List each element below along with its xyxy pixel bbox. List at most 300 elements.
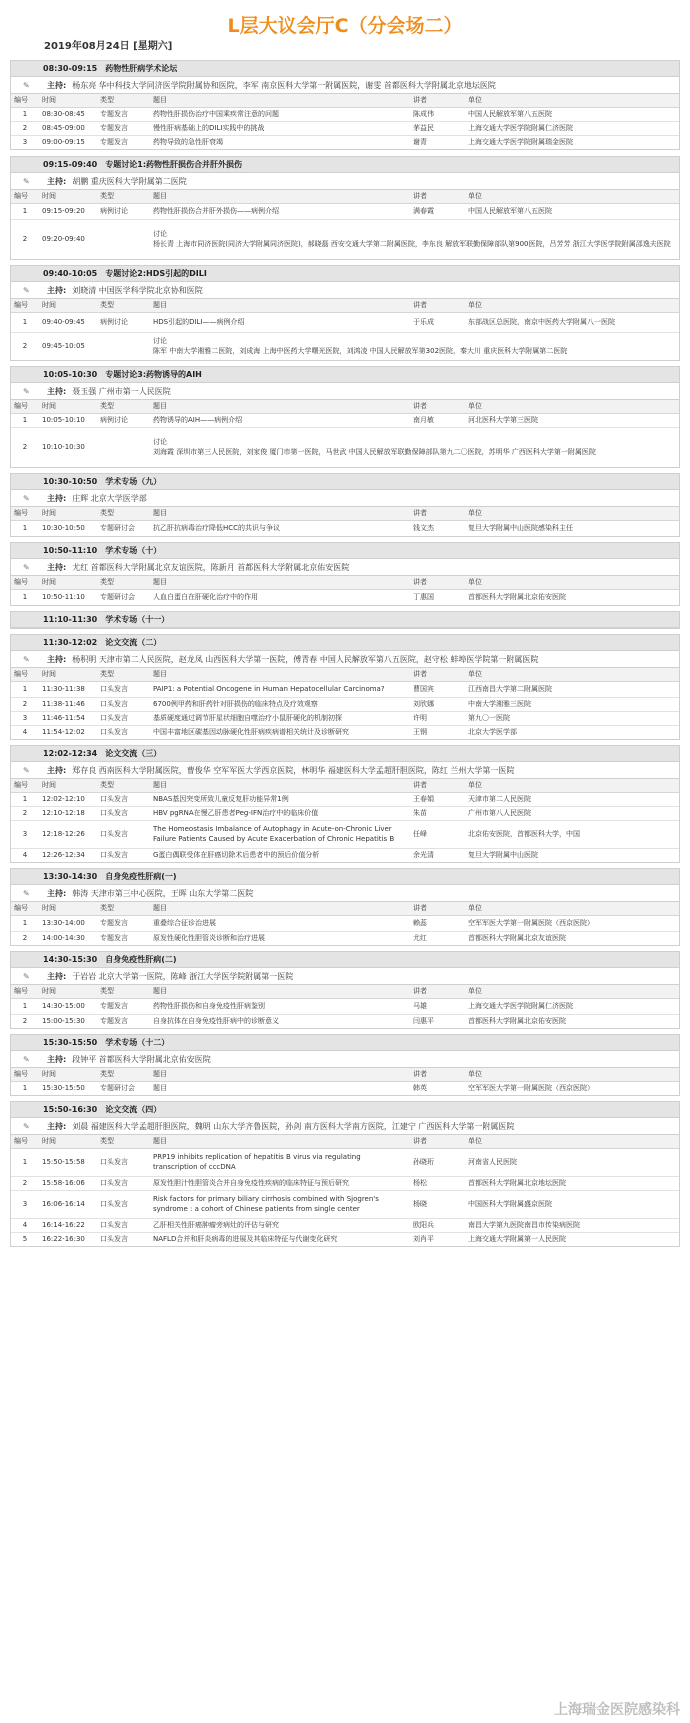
row-title: 6700例甲药和肝药针对肝损伤的临床特点及疗效观察	[150, 697, 410, 711]
column-header: 单位	[465, 1068, 679, 1081]
column-header: 讲者	[410, 985, 465, 998]
column-header: 题目	[150, 779, 410, 792]
column-header: 编号	[11, 779, 39, 792]
host-names: 韩涛 天津市第三中心医院，王晖 山东大学第二医院	[72, 888, 254, 898]
column-header: 讲者	[410, 668, 465, 681]
host-label: 主持:	[47, 971, 67, 981]
session-header	[11, 1102, 679, 1118]
session-host	[11, 1051, 679, 1068]
column-header: 讲者	[410, 400, 465, 413]
row-number: 3	[11, 820, 39, 848]
row-type: 专题发言	[100, 1017, 128, 1026]
row-title: G蛋白偶联受体在肝癌切除术后患者中的预后价值分析	[153, 851, 320, 860]
row-unit: 江西南昌大学第二附属医院	[465, 681, 679, 697]
column-header: 讲者	[410, 1135, 465, 1148]
row-number: 2	[22, 934, 28, 943]
row-title: 药物性肝损伤治疗中国乘疾常注意的问题	[150, 107, 410, 121]
row-speaker: 曹国宾	[410, 681, 465, 697]
table-row	[11, 725, 679, 739]
column-header: 题目	[150, 1135, 410, 1148]
row-title: 原发性硬化性胆管炎诊断和治疗进展	[153, 934, 265, 943]
column-header: 时间	[39, 902, 97, 915]
row-number: 1	[11, 1148, 39, 1176]
table-row	[11, 203, 679, 219]
session-time: 11:10-11:30	[43, 615, 98, 624]
column-header: 编号	[11, 1068, 39, 1081]
row-time: 09:40-09:45	[39, 312, 97, 332]
row-type: 病例讨论	[97, 413, 150, 427]
row-title: 自身抗体在自身免疫性肝病中的诊断意义	[153, 1017, 279, 1026]
row-number: 1	[11, 681, 39, 697]
row-time: 12:26-12:34	[42, 851, 85, 860]
row-time: 11:38-11:46	[39, 697, 97, 711]
table-header-row	[11, 576, 679, 589]
row-unit: 空军军医大学第一附属医院（西京医院）	[468, 1084, 594, 1093]
row-time: 10:30-10:50	[42, 524, 85, 533]
session-time: 08:30-09:15	[43, 64, 98, 73]
session-host	[11, 885, 679, 902]
session-time: 15:30-15:50	[43, 1038, 98, 1047]
row-number: 1	[11, 203, 39, 219]
row-type: 口头发言	[97, 1190, 150, 1218]
table-row	[11, 806, 679, 820]
column-header: 单位	[465, 507, 679, 520]
row-title: PRP19 inhibits replication of hepatitis B virus via regulating transcription of cccDNA	[150, 1148, 410, 1176]
table-row	[11, 697, 679, 711]
row-number: 3	[11, 1190, 39, 1218]
column-header: 编号	[11, 190, 39, 203]
column-header: 单位	[465, 1135, 679, 1148]
pin-icon: ✎	[23, 888, 30, 898]
session-header	[11, 61, 679, 77]
row-type: 口头发言	[97, 1148, 150, 1176]
row-number: 2	[22, 1017, 28, 1026]
row-type: 口头发言	[100, 1235, 128, 1244]
session-block	[10, 60, 680, 150]
row-unit: 北京佑安医院，首都医科大学，中国	[465, 820, 679, 848]
session-host	[11, 490, 679, 507]
table-header-row	[11, 190, 679, 203]
column-header: 单位	[465, 190, 679, 203]
session-host	[11, 383, 679, 400]
session-host	[11, 173, 679, 190]
row-time: 08:45-09:00	[39, 121, 97, 135]
session-block	[10, 1101, 680, 1247]
column-header: 类型	[97, 400, 150, 413]
host-names: 尤红 首都医科大学附属北京友谊医院，陈新月 首都医科大学附属北京佑安医院	[72, 562, 350, 572]
session-time: 10:30-10:50	[43, 477, 98, 486]
column-header: 类型	[97, 779, 150, 792]
row-number: 1	[11, 998, 39, 1014]
table-row	[11, 1081, 679, 1095]
session-block	[10, 745, 680, 863]
row-time: 11:30-11:38	[39, 681, 97, 697]
row-time: 11:46-11:54	[39, 711, 97, 725]
row-speaker: 闫惠平	[413, 1017, 434, 1026]
table-row	[11, 792, 679, 806]
pin-icon: ✎	[23, 765, 30, 775]
row-number: 2	[22, 443, 28, 452]
row-speaker: 杨松	[410, 1176, 465, 1190]
session-block	[10, 156, 680, 260]
pin-icon: ✎	[23, 493, 30, 503]
host-label: 主持:	[47, 888, 67, 898]
session-host	[11, 282, 679, 299]
host-label: 主持:	[47, 285, 67, 295]
column-header: 编号	[11, 576, 39, 589]
session-header	[11, 157, 679, 173]
discussion-label: 讨论	[153, 337, 167, 346]
session-header	[11, 635, 679, 651]
row-number: 3	[22, 138, 28, 147]
session-time: 09:15-09:40	[43, 160, 98, 169]
column-header: 时间	[39, 400, 97, 413]
row-number: 1	[11, 792, 39, 806]
host-names: 于岩岩 北京大学第一医院，陈峰 浙江大学医学院附属第一医院	[72, 971, 294, 981]
session-time: 10:05-10:30	[43, 370, 98, 379]
session-time: 11:30-12:02	[43, 638, 98, 647]
row-time: 12:18-12:26	[39, 820, 97, 848]
session-time: 14:30-15:30	[43, 955, 98, 964]
session-time: 15:50-16:30	[43, 1105, 98, 1114]
row-speaker: 朱苗	[410, 806, 465, 820]
agenda-table	[11, 1135, 679, 1246]
row-unit: 北京大学医学部	[468, 728, 517, 737]
session-title: 自身免疫性肝病(二)	[105, 955, 177, 964]
row-title: 药物导致的急性肝衰竭	[153, 138, 223, 147]
column-header: 题目	[150, 1068, 410, 1081]
table-header-row	[11, 507, 679, 520]
session-host	[11, 559, 679, 576]
row-title: 题目	[153, 1084, 167, 1093]
session-time: 10:50-11:10	[43, 546, 98, 555]
session-host	[11, 968, 679, 985]
discussion-panelists: 刘海霞 深圳市第三人民医院，刘家俊 厦门市第一医院，马世武 中国人民解放军联勤保障部队第九二〇医院，苏明华 广西医科大学第一附属医院	[153, 448, 596, 457]
table-row	[11, 413, 679, 427]
table-row	[11, 107, 679, 121]
session-host	[11, 762, 679, 779]
row-speaker: 赖蕊	[410, 915, 465, 931]
table-row	[11, 1190, 679, 1218]
session-header	[11, 612, 679, 628]
row-speaker: 刘欣娜	[410, 697, 465, 711]
column-header: 题目	[150, 985, 410, 998]
row-type: 专题发言	[97, 107, 150, 121]
program-page	[10, 0, 680, 1247]
host-names: 胡鹏 重庆医科大学附属第二医院	[72, 176, 187, 186]
session-host	[11, 77, 679, 94]
column-header: 编号	[11, 299, 39, 312]
column-header: 讲者	[410, 507, 465, 520]
row-time: 15:50-15:58	[39, 1148, 97, 1176]
column-header: 类型	[97, 985, 150, 998]
column-header: 讲者	[410, 190, 465, 203]
row-number: 4	[22, 728, 28, 737]
row-number: 1	[11, 107, 39, 121]
row-time: 10:05-10:10	[39, 413, 97, 427]
row-time: 12:10-12:18	[39, 806, 97, 820]
row-type	[97, 427, 150, 467]
row-title: 慢性肝病基础上的DILI实践中的挑战	[150, 121, 410, 135]
table-header-row	[11, 902, 679, 915]
session-title: 论文交流（二）	[105, 638, 162, 647]
table-row	[11, 427, 679, 467]
session-block	[10, 1034, 680, 1096]
row-type: 专题发言	[100, 934, 128, 943]
row-time: 09:00-09:15	[42, 138, 85, 147]
row-time: 15:58-16:06	[39, 1176, 97, 1190]
row-unit: 复旦大学附属中山医院	[468, 851, 538, 860]
agenda-table	[11, 779, 679, 862]
session-header	[11, 543, 679, 559]
column-header: 时间	[39, 507, 97, 520]
row-speaker: 于乐成	[410, 312, 465, 332]
pin-icon: ✎	[23, 285, 30, 295]
host-label: 主持:	[47, 654, 67, 664]
agenda-table	[11, 507, 679, 536]
row-time: 10:10-10:30	[42, 443, 85, 452]
row-unit: 首都医科大学附属北京友谊医院	[468, 934, 566, 943]
column-header: 编号	[11, 902, 39, 915]
column-header: 单位	[465, 299, 679, 312]
discussion-cell	[150, 427, 679, 467]
watermark: 上海瑞金医院感染科	[554, 1702, 680, 1718]
table-header-row	[11, 94, 679, 107]
column-header: 题目	[150, 507, 410, 520]
session-header	[11, 746, 679, 762]
table-row	[11, 998, 679, 1014]
agenda-table	[11, 985, 679, 1028]
column-header: 编号	[11, 507, 39, 520]
row-time: 10:50-11:10	[42, 593, 85, 602]
column-header: 单位	[465, 576, 679, 589]
column-header: 时间	[39, 1068, 97, 1081]
host-label: 主持:	[47, 765, 67, 775]
session-header	[11, 869, 679, 885]
pin-icon: ✎	[23, 386, 30, 396]
row-title: 药物诱导的AIH——病例介绍	[150, 413, 410, 427]
column-header: 类型	[97, 902, 150, 915]
row-number: 1	[22, 524, 28, 533]
host-names: 杨积明 天津市第二人民医院，赵龙凤 山西医科大学第一医院，傅青春 中国人民解放军第八五医院，赵守松 蚌埠医学院第一附属医院	[72, 654, 539, 664]
table-row	[11, 1014, 679, 1028]
row-number: 2	[22, 235, 28, 244]
session-list	[10, 60, 680, 1247]
host-label: 主持:	[47, 80, 67, 90]
column-header: 类型	[97, 1135, 150, 1148]
pin-icon: ✎	[23, 1121, 30, 1131]
row-unit: 上海交通大学医学院附属仁济医院	[465, 121, 679, 135]
row-speaker: 欧阳兵	[410, 1218, 465, 1232]
row-number: 2	[11, 121, 39, 135]
pin-icon: ✎	[23, 1054, 30, 1064]
row-unit: 河南省人民医院	[465, 1148, 679, 1176]
table-header-row	[11, 779, 679, 792]
table-row	[11, 1176, 679, 1190]
table-row	[11, 1232, 679, 1246]
row-time: 08:30-08:45	[39, 107, 97, 121]
session-title: 学术专场（十二）	[105, 1038, 170, 1047]
session-block	[10, 868, 680, 946]
agenda-table	[11, 1068, 679, 1095]
row-type	[97, 219, 150, 259]
page-title: L层大议会厅C（分会场二）	[227, 15, 463, 37]
table-header-row	[11, 400, 679, 413]
table-header-row	[11, 668, 679, 681]
row-speaker: 王春娟	[410, 792, 465, 806]
column-header: 题目	[150, 400, 410, 413]
session-title: 论文交流（四）	[105, 1105, 162, 1114]
pin-icon: ✎	[23, 176, 30, 186]
session-title: 专题讨论3:药物诱导的AIH	[105, 370, 202, 379]
row-title: 抗乙肝抗病毒治疗降低HCC的共识与争议	[153, 524, 281, 533]
column-header: 单位	[465, 668, 679, 681]
row-number: 2	[11, 697, 39, 711]
session-block	[10, 473, 680, 537]
row-unit: 广州市第八人民医院	[465, 806, 679, 820]
pin-icon: ✎	[23, 562, 30, 572]
discussion-label: 讨论	[153, 230, 167, 239]
row-type: 口头发言	[97, 697, 150, 711]
column-header: 时间	[39, 779, 97, 792]
column-header: 题目	[150, 299, 410, 312]
table-row	[11, 681, 679, 697]
pin-icon: ✎	[23, 971, 30, 981]
table-header-row	[11, 1068, 679, 1081]
table-row	[11, 848, 679, 862]
column-header: 时间	[39, 985, 97, 998]
column-header: 单位	[465, 985, 679, 998]
column-header: 编号	[11, 985, 39, 998]
column-header: 题目	[150, 94, 410, 107]
column-header: 时间	[39, 1135, 97, 1148]
session-title: 学术专场（九）	[105, 477, 162, 486]
row-title: PAIP1: a Potential Oncogene in Human Hepatocellular Carcinoma?	[150, 681, 410, 697]
table-row	[11, 589, 679, 605]
row-title: 原发性胆汁性胆管炎合并自身免疫性疾病的临床特征与预后研究	[150, 1176, 410, 1190]
table-row	[11, 135, 679, 149]
discussion-cell	[150, 219, 679, 259]
table-row	[11, 1148, 679, 1176]
row-unit: 东部战区总医院，南京中医药大学附属八一医院	[465, 312, 679, 332]
row-type: 专题发言	[97, 915, 150, 931]
host-label: 主持:	[47, 176, 67, 186]
row-unit: 首都医科大学附属北京佑安医院	[468, 593, 566, 602]
row-time: 09:20-09:40	[42, 235, 85, 244]
column-header: 类型	[97, 94, 150, 107]
column-header: 编号	[11, 668, 39, 681]
row-unit: 中国医科大学附属盛京医院	[465, 1190, 679, 1218]
row-number: 2	[22, 342, 28, 351]
row-unit: 上海交通大学医学院附属仁济医院	[465, 998, 679, 1014]
column-header: 类型	[97, 299, 150, 312]
column-header: 题目	[150, 190, 410, 203]
row-type: 口头发言	[97, 681, 150, 697]
row-speaker: 许明	[410, 711, 465, 725]
row-title: Risk factors for primary biliary cirrhosis combined with Sjogren's syndrome : a cohort of Chinese patients from single center	[150, 1190, 410, 1218]
session-header	[11, 952, 679, 968]
column-header: 题目	[150, 576, 410, 589]
row-type	[97, 332, 150, 360]
row-type: 口头发言	[100, 728, 128, 737]
column-header: 单位	[465, 400, 679, 413]
row-title: 药物性肝损伤合并肝外损伤——病例介绍	[150, 203, 410, 219]
column-header: 时间	[39, 94, 97, 107]
agenda-table	[11, 190, 679, 259]
row-type: 口头发言	[97, 792, 150, 806]
row-speaker: 余光清	[413, 851, 434, 860]
row-unit: 河北医科大学第三医院	[465, 413, 679, 427]
session-block	[10, 634, 680, 740]
row-time: 13:30-14:00	[39, 915, 97, 931]
row-number: 3	[11, 711, 39, 725]
row-time: 09:15-09:20	[39, 203, 97, 219]
row-title: HDS引起的DILI——病例介绍	[150, 312, 410, 332]
row-number: 4	[22, 851, 28, 860]
session-title: 学术专场（十一）	[105, 615, 170, 624]
column-header: 类型	[97, 507, 150, 520]
discussion-panelists: 陈军 中南大学湘雅二医院，刘成海 上海中医药大学曙光医院，刘鸿凌 中国人民解放军第302医院，秦大川 重庆医科大学附属第二医院	[153, 347, 568, 356]
session-header	[11, 474, 679, 490]
row-type: 专题发言	[100, 138, 128, 147]
row-speaker: 任峰	[410, 820, 465, 848]
row-speaker: 孙晓珩	[410, 1148, 465, 1176]
row-time: 15:30-15:50	[42, 1084, 85, 1093]
row-unit: 中国人民解放军第八五医院	[465, 107, 679, 121]
host-names: 杨东亮 华中科技大学同济医学院附属协和医院，李军 南京医科大学第一附属医院，谢雯 首都医科大学附属北京地坛医院	[72, 80, 496, 90]
row-time: 16:14-16:22	[39, 1218, 97, 1232]
row-type: 口头发言	[97, 1218, 150, 1232]
row-speaker: 南月敏	[410, 413, 465, 427]
row-type: 专题研讨会	[100, 593, 135, 602]
column-header: 讲者	[410, 299, 465, 312]
session-title: 学术专场（十）	[105, 546, 162, 555]
row-title: 基质硬度通过调节肝星状细胞自噬治疗小鼠肝硬化的机制初探	[150, 711, 410, 725]
row-title: HBV pgRNA在慢乙肝患者Peg-IFN治疗中的临床价值	[150, 806, 410, 820]
row-unit: 天津市第二人民医院	[465, 792, 679, 806]
agenda-table	[11, 94, 679, 149]
host-label: 主持:	[47, 1121, 67, 1131]
session-time: 13:30-14:30	[43, 872, 98, 881]
host-names: 聂玉强 广州市第一人民医院	[72, 386, 171, 396]
table-row	[11, 121, 679, 135]
row-speaker: 茅益民	[410, 121, 465, 135]
row-type: 专题研讨会	[100, 1084, 135, 1093]
column-header: 时间	[39, 668, 97, 681]
row-unit: 首都医科大学附属北京地坛医院	[465, 1176, 679, 1190]
session-title: 自身免疫性肝病(一)	[105, 872, 177, 881]
column-header: 类型	[97, 668, 150, 681]
table-row	[11, 711, 679, 725]
row-number: 1	[11, 413, 39, 427]
agenda-table	[11, 668, 679, 739]
host-label: 主持:	[47, 386, 67, 396]
table-row	[11, 312, 679, 332]
table-row	[11, 332, 679, 360]
row-speaker: 陈成伟	[410, 107, 465, 121]
row-time: 14:00-14:30	[42, 934, 85, 943]
row-type: 专题发言	[97, 998, 150, 1014]
column-header: 编号	[11, 94, 39, 107]
row-unit: 南昌大学第九医院南昌市传染病医院	[465, 1218, 679, 1232]
row-number: 4	[11, 1218, 39, 1232]
session-block	[10, 366, 680, 468]
host-names: 刘晓清 中国医学科学院北京协和医院	[72, 285, 203, 295]
column-header: 类型	[97, 1068, 150, 1081]
session-header	[11, 266, 679, 282]
row-unit: 空军军医大学第一附属医院（西京医院）	[465, 915, 679, 931]
row-time: 12:02-12:10	[39, 792, 97, 806]
